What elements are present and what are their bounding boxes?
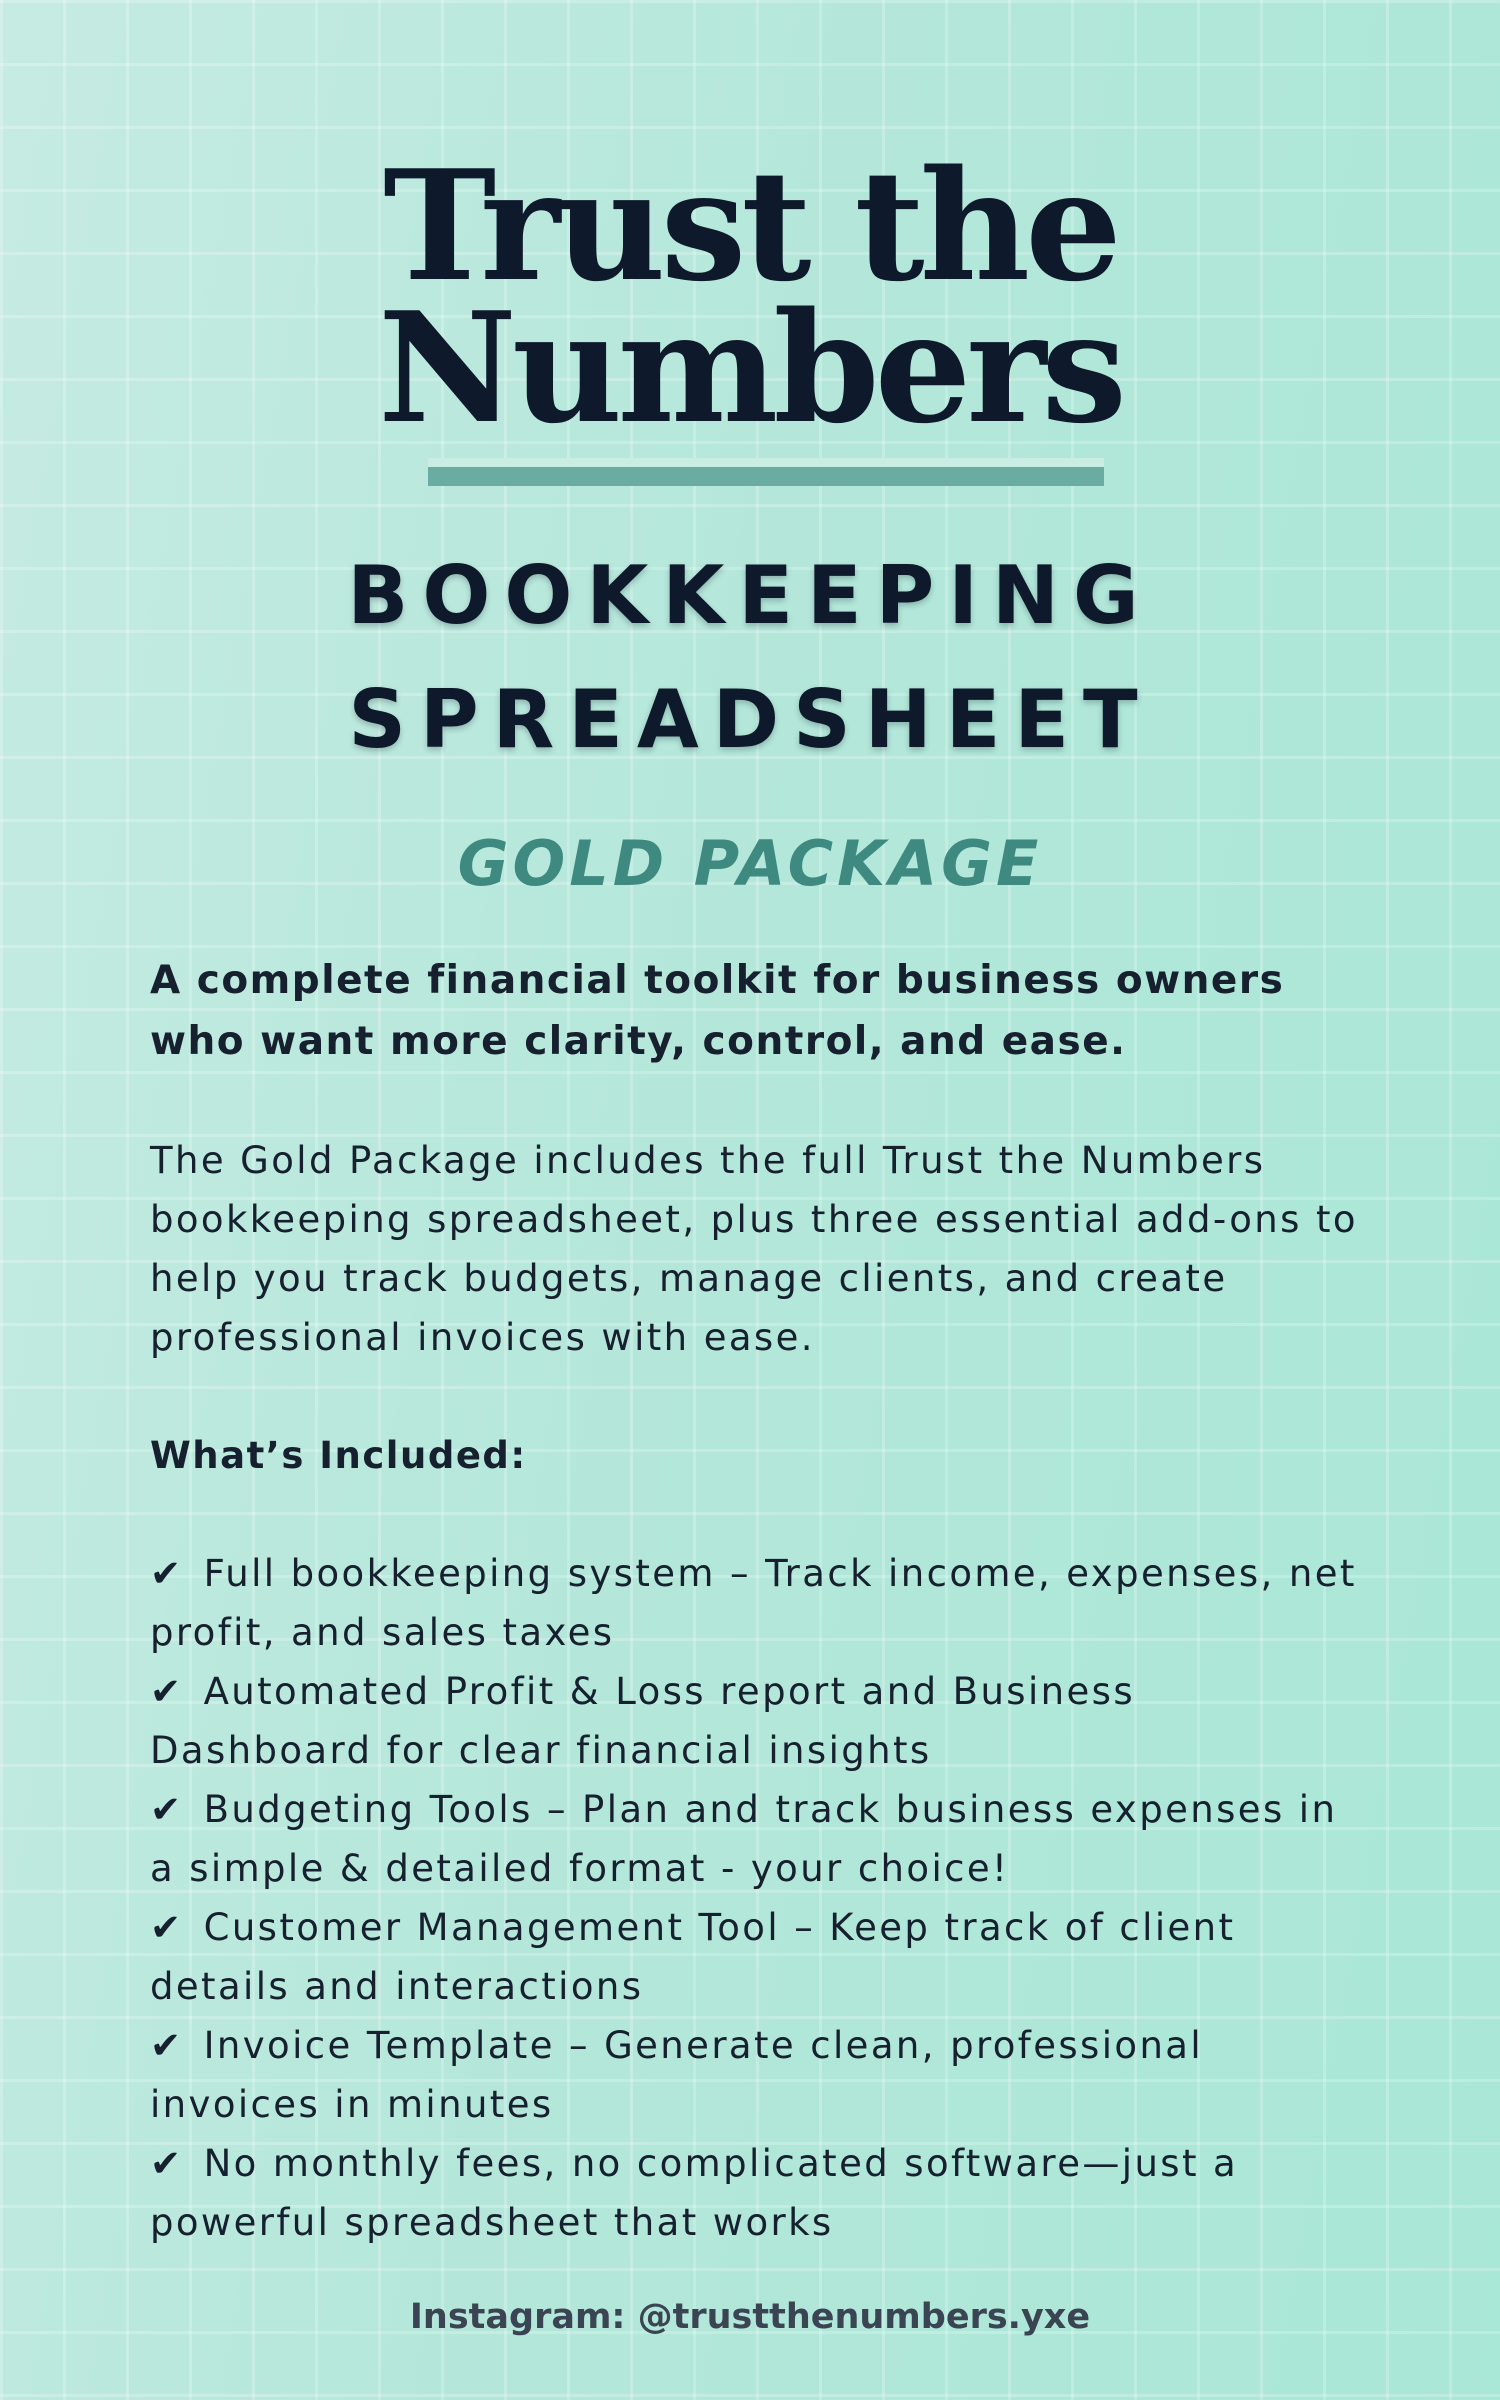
- check-icon: ✔: [150, 1670, 184, 1713]
- list-item: [150, 1662, 1370, 1780]
- brand-name-line-1: Trust the: [383, 136, 1117, 315]
- list-item-text: No monthly fees, no complicated software—just a powerful spreadsheet that works: [150, 2142, 1239, 2244]
- instagram-handle: Instagram: @trustthenumbers.yxe: [409, 2297, 1091, 2337]
- list-item: [150, 1780, 1370, 1898]
- list-item: [150, 1544, 1370, 1662]
- check-icon: ✔: [150, 1788, 184, 1831]
- list-item: [150, 2134, 1370, 2252]
- list-item: [150, 1898, 1370, 2016]
- check-icon: ✔: [150, 1906, 184, 1949]
- package-name: GOLD PACKAGE: [457, 827, 1043, 900]
- check-icon: ✔: [150, 2142, 184, 2185]
- list-item-text: Customer Management Tool – Keep track of client details and interactions: [150, 1906, 1236, 2008]
- product-title-line-1: BOOKKEEPING: [347, 549, 1153, 642]
- list-item-text: Budgeting Tools – Plan and track business expenses in a simple & detailed format - your choice!: [150, 1788, 1338, 1890]
- included-list: [150, 1544, 1370, 2252]
- list-item-text: Automated Profit & Loss report and Business Dashboard for clear financial insights: [150, 1670, 1136, 1772]
- included-heading: What’s Included:: [150, 1434, 527, 1477]
- lead-paragraph: A complete financial toolkit for business owners who want more clarity, control, and ease.: [150, 958, 1285, 1064]
- description-section: [150, 950, 1370, 2252]
- body-paragraph: The Gold Package includes the full Trust the Numbers bookkeeping spreadsheet, plus three essential add-ons to help you track budgets, manage clients, and create professional invoices with ease.: [150, 1139, 1358, 1359]
- product-title-line-2: SPREADSHEET: [348, 673, 1152, 766]
- list-item-text: Full bookkeeping system – Track income, expenses, net profit, and sales taxes: [150, 1552, 1357, 1654]
- check-icon: ✔: [150, 1552, 184, 1595]
- list-item-text: Invoice Template – Generate clean, professional invoices in minutes: [150, 2024, 1204, 2126]
- brand-name-line-2: Numbers: [378, 278, 1122, 457]
- check-icon: ✔: [150, 2024, 184, 2067]
- brand-underline: [428, 458, 1104, 486]
- list-item: [150, 2016, 1370, 2134]
